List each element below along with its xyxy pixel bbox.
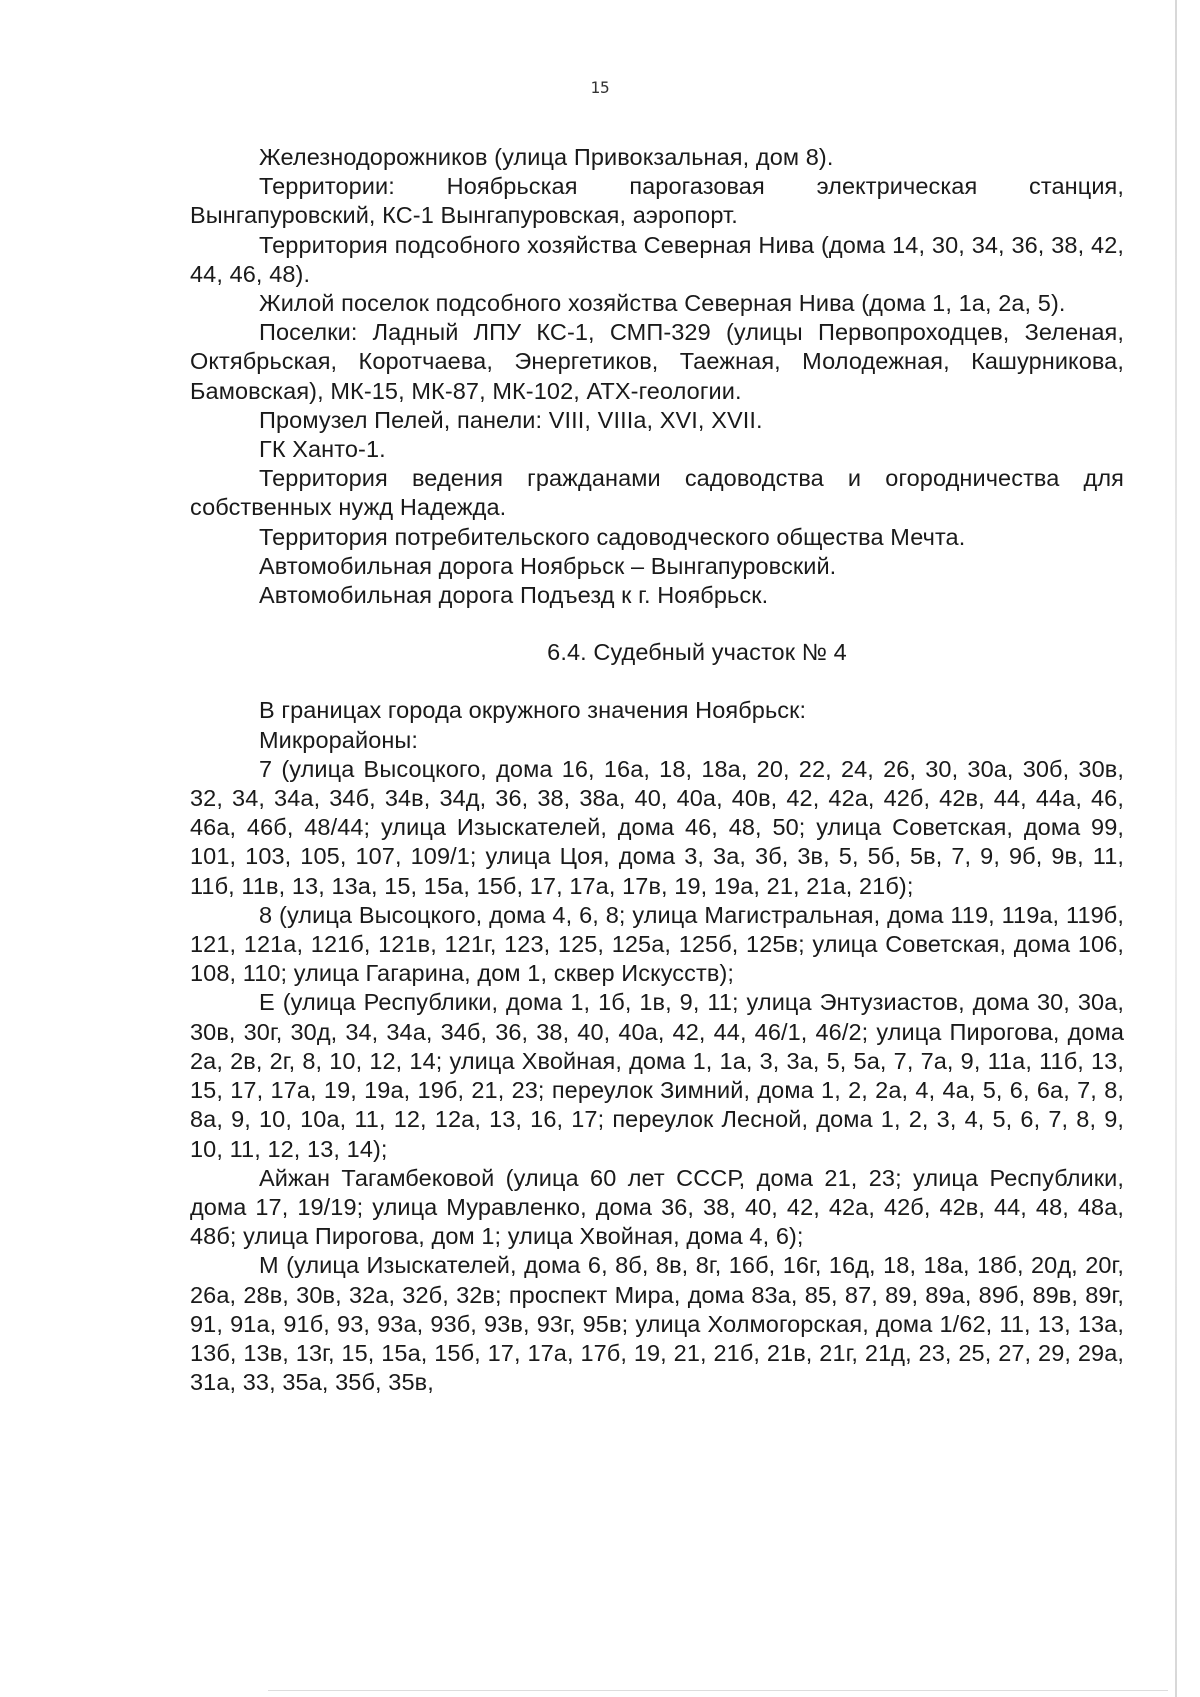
paragraph-microdistrict-7: 7 (улица Высоцкого, дома 16, 16а, 18, 18а, 20, 22, 24, 26, 30, 30а, 30б, 30в, 32, 34, 34а, 34б, 34в, 34д, 36, 38, 38а, 40, 40а, 40в, 42, 42а, 42б, 42в, 44, 44а, 46, 46а, 46б, 48/44; улица Изыскателей, дома 46, 48, 50; улица Советская, дома 99, 101, 103, 105, 107, 109/1; улица Цоя, дома 3, 3а, 3б, 3в, 5, 5б, 5в, 7, 9, 9б, 9в, 11, 11б, 11в, 13, 13а, 15, 15а, 15б, 17, 17а, 17в, 19, 19а, 21, 21а, 21б);: [190, 755, 1124, 899]
paragraph-mechta: Территория потребительского садоводческого общества Мечта.: [259, 523, 966, 550]
scan-bottom-line: [268, 1690, 1168, 1691]
page-number: 15: [590, 78, 610, 97]
paragraph-microdistrict-tagambekovoy: Айжан Тагамбековой (улица 60 лет СССР, дома 21, 23; улица Республики, дома 17, 19/19; улица Муравленко, дома 36, 38, 40, 42, 42а, 42б, 42в, 44, 48, 48а, 48б; улица Пирогова, дом 1; улица Хвойная, дома 4, 6);: [190, 1164, 1124, 1250]
paragraph-promuzel: Промузел Пелей, панели: VIII, VIIIа, XVI, XVII.: [259, 406, 763, 433]
paragraph-gk-khanto: ГК Ханто-1.: [259, 436, 386, 463]
paragraph-microdistricts-label: Микрорайоны:: [259, 726, 419, 753]
paragraph-road-podezd: Автомобильная дорога Подъезд к г. Ноябрьск.: [259, 582, 769, 609]
paragraph-zheleznodorozhnikov: Железнодорожников (улица Привокзальная, дом 8).: [259, 144, 834, 170]
paragraph-road-vyngapurovsky: Автомобильная дорога Ноябрьск – Вынгапуровский.: [259, 552, 837, 579]
paragraph-poselki: Поселки: Ладный ЛПУ КС-1, СМП-329 (улицы Первопроходцев, Зеленая, Октябрьская, Коротчаева, Энергетиков, Таежная, Молодежная, Кашурникова, Бамовская), МК-15, МК-87, МК-102, АТХ-геологии.: [190, 319, 1124, 404]
paragraph-severnaya-niva-settlement: Жилой поселок подсобного хозяйства Северная Нива (дома 1, 1а, 2а, 5).: [259, 290, 1066, 317]
paragraph-microdistrict-e: Е (улица Республики, дома 1, 1б, 1в, 9, 11; улица Энтузиастов, дома 30, 30а, 30в, 30г, 30д, 34, 34а, 34б, 36, 38, 40, 40а, 42, 44, 46/1, 46/2; улица Пирогова, дома 2а, 2в, 2г, 8, 10, 12, 14; улица Хвойная, дома 1, 1а, 3, 3а, 5, 5а, 7, 7а, 9, 11а, 11б, 13, 15, 17, 17а, 19, 19а, 19б, 21, 23; переулок Зимний, дома 1, 2, 2а, 4, 4а, 5, 6, 6а, 7, 8, 8а, 9, 10, 10а, 11, 12, 12а, 13, 16, 17; переулок Лесной, дома 1, 2, 3, 4, 5, 6, 7, 8, 9, 10, 11, 12, 13, 14);: [190, 989, 1124, 1162]
paragraph-microdistrict-m: М (улица Изыскателей, дома 6, 8б, 8в, 8г, 16б, 16г, 16д, 18, 18а, 18б, 20д, 20г, 26а, 28в, 30в, 32а, 32б, 32в; проспект Мира, дома 83а, 85, 87, 89, 89а, 89б, 89в, 89г, 91, 91а, 91б, 93, 93а, 93б, 93в, 93г, 95в; улица Холмогорская, дома 1/62, 11, 13, 13а, 13б, 13в, 13г, 15, 15а, 15б, 17, 17а, 17б, 19, 21, 21б, 21в, 21г, 21д, 23, 25, 27, 29, 29а, 31а, 33, 35а, 35б, 35в,: [190, 1252, 1124, 1396]
scan-edge-line: [1175, 0, 1177, 1697]
document-body: [190, 143, 1124, 1397]
paragraph-territorii: Территории: Ноябрьская парогазовая электрическая станция, Вынгапуровский, КС-1 Вынгапуровская, аэропорт.: [190, 173, 1124, 229]
section-heading: 6.4. Судебный участок № 4: [547, 639, 847, 666]
paragraph-severnaya-niva-territory: Территория подсобного хозяйства Северная Нива (дома 14, 30, 34, 36, 38, 42, 44, 46, 48).: [190, 231, 1124, 287]
paragraph-nadezhda: Территория ведения гражданами садоводства и огородничества для собственных нужд Надежда.: [190, 465, 1124, 521]
paragraph-microdistrict-8: 8 (улица Высоцкого, дома 4, 6, 8; улица Магистральная, дома 119, 119а, 119б, 121, 121а, 121б, 121в, 121г, 123, 125, 125а, 125б, 125в; улица Советская, дома 106, 108, 110; улица Гагарина, дом 1, сквер Искусств);: [190, 901, 1124, 987]
paragraph-city-boundaries: В границах города окружного значения Ноябрьск:: [259, 697, 807, 724]
